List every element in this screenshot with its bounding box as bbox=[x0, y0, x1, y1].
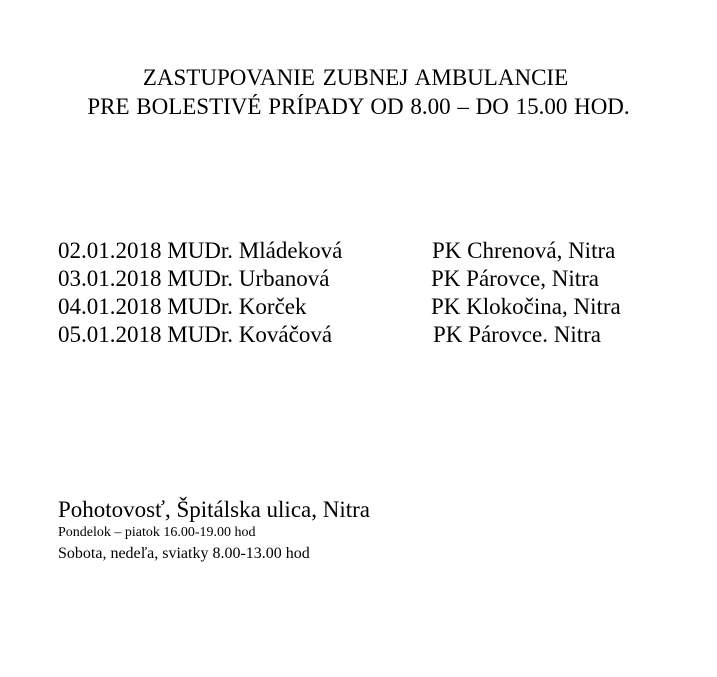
schedule-date-doctor: 03.01.2018 MUDr. Urbanová bbox=[58, 266, 330, 291]
heading-line-1: ZASTUPOVANIE ZUBNEJ AMBULANCIE bbox=[142, 65, 569, 90]
emergency-title: Pohotovosť, Špitálska ulica, Nitra bbox=[58, 497, 370, 522]
schedule-clinic: PK Párovce, Nitra bbox=[431, 266, 599, 291]
emergency-weekday-hours: Pondelok – piatok 16.00-19.00 hod bbox=[58, 525, 256, 540]
emergency-weekend-hours: Sobota, nedeľa, sviatky 8.00-13.00 hod bbox=[58, 545, 310, 562]
heading-line-2: PRE BOLESTIVÉ PRÍPADY OD 8.00 – DO 15.00 HOD. bbox=[87, 94, 630, 119]
schedule-clinic: PK Klokočina, Nitra bbox=[431, 294, 621, 319]
schedule-clinic: PK Párovce. Nitra bbox=[433, 322, 601, 347]
schedule-clinic: PK Chrenová, Nitra bbox=[432, 238, 616, 263]
schedule-date-doctor: 04.01.2018 MUDr. Korček bbox=[58, 294, 307, 319]
schedule-date-doctor: 05.01.2018 MUDr. Kováčová bbox=[58, 322, 333, 347]
schedule-date-doctor: 02.01.2018 MUDr. Mládeková bbox=[58, 238, 343, 263]
